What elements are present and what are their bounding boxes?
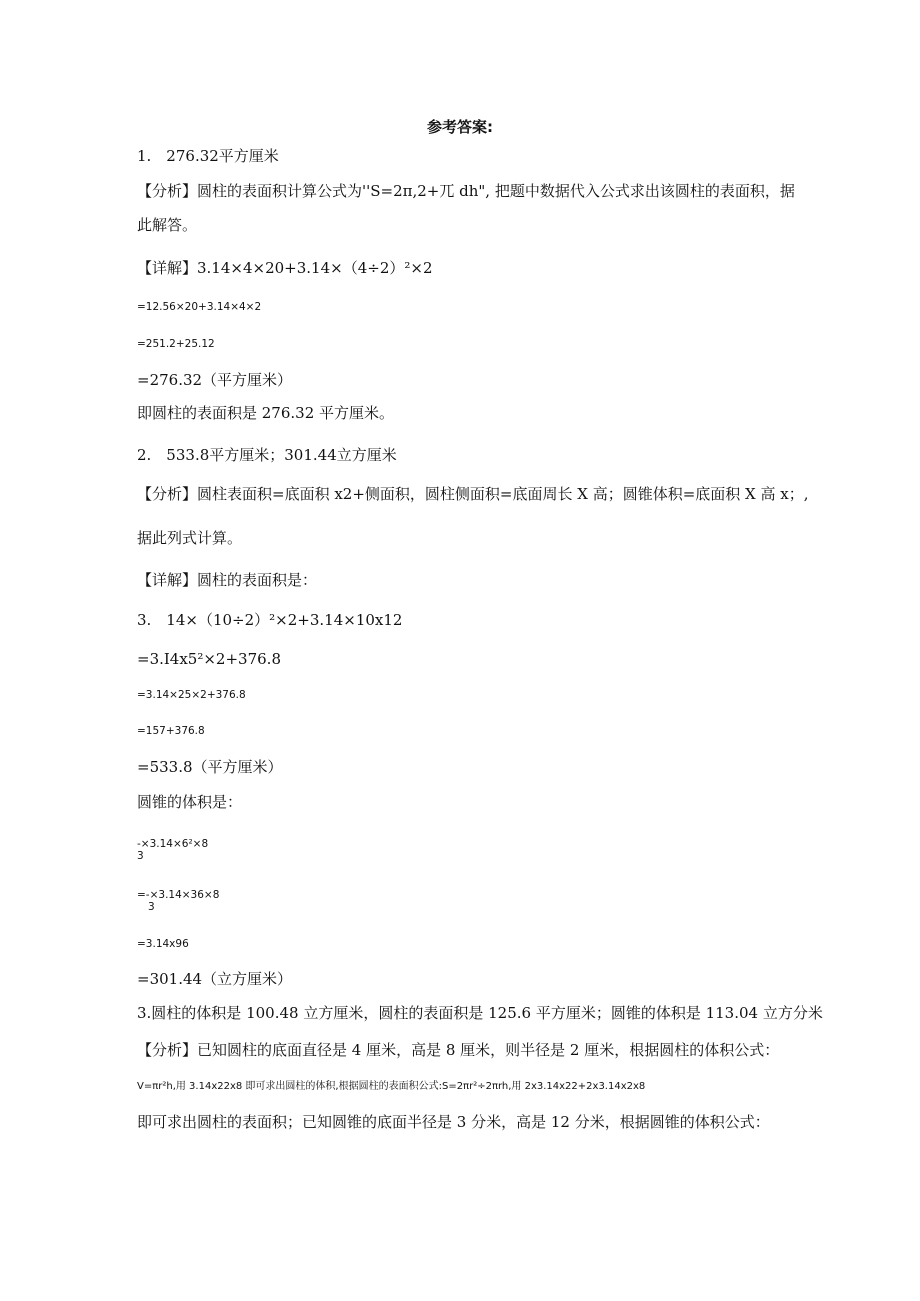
q3-answer: 3.圆柱的体积是 100.48 立方厘米，圆柱的表面积是 125.6 平方厘米；圆锥的体积是 113.04 立方分米 xyxy=(137,1004,823,1022)
q2-step-3: =157+376.8 xyxy=(137,725,205,737)
q2-step-0: 3. 14×（10÷2）²×2+3.14×10x12 xyxy=(137,611,403,629)
q2-detail: 【详解】圆柱的表面积是： xyxy=(137,571,318,589)
q1-conclusion: 即圆柱的表面积是 276.32 平方厘米。 xyxy=(137,404,395,422)
q2-cone-step-4: =301.44（立方厘米） xyxy=(137,970,293,988)
q2-cone-step-1-denominator: 3 xyxy=(137,850,144,862)
q2-answer: 2. 533.8平方厘米；301.44立方厘米 xyxy=(137,446,397,464)
q2-step-4: =533.8（平方厘米） xyxy=(137,758,283,776)
q1-analysis-line-2: 此解答。 xyxy=(137,216,198,234)
q3-analysis-line-3: 即可求出圆柱的表面积；已知圆锥的底面半径是 3 分米，高是 12 分米，根据圆锥的体积公式： xyxy=(137,1113,770,1131)
q1-step-3: =276.32（平方厘米） xyxy=(137,371,293,389)
q1-step-1: =12.56×20+3.14×4×2 xyxy=(137,301,262,313)
q1-answer: 1. 276.32平方厘米 xyxy=(137,147,279,165)
q2-cone-step-2: =-×3.14×36×8 xyxy=(137,889,220,901)
q2-step-1: =3.I4x5²×2+376.8 xyxy=(137,650,281,668)
q2-cone-label: 圆锥的体积是： xyxy=(137,793,243,811)
q2-analysis-line-2: 据此列式计算。 xyxy=(137,529,243,547)
q2-cone-step-1: -×3.14×6²×8 xyxy=(137,838,209,850)
q2-analysis-line-1: 【分析】圆柱表面积=底面积 x2+侧面积，圆柱侧面积=底面周长 X 高；圆锥体积=底面积 X 高 x；, xyxy=(137,485,809,503)
q3-analysis-line-1: 【分析】已知圆柱的底面直径是 4 厘米，高是 8 厘米，则半径是 2 厘米，根据圆柱的体积公式： xyxy=(137,1041,780,1059)
q2-step-2: =3.14×25×2+376.8 xyxy=(137,689,246,701)
q2-cone-step-2-denominator: 3 xyxy=(148,901,155,913)
page-title: 参考答案: xyxy=(427,118,493,136)
q1-step-2: =251.2+25.12 xyxy=(137,338,215,350)
q1-analysis-line-1: 【分析】圆柱的表面积计算公式为''S=2π,2+兀 dh", 把题中数据代入公式求出该圆柱的表面积，据 xyxy=(137,182,795,200)
q1-detail: 【详解】3.14×4×20+3.14×（4÷2）²×2 xyxy=(137,259,433,277)
q2-cone-step-3: =3.14x96 xyxy=(137,938,189,950)
q3-analysis-line-2: V=πr²h,用 3.14x22x8 即可求出圆柱的体积,根据圆柱的表面积公式:S=2πr²÷2πrh,用 2x3.14x22+2x3.14x2x8 xyxy=(137,1081,646,1092)
